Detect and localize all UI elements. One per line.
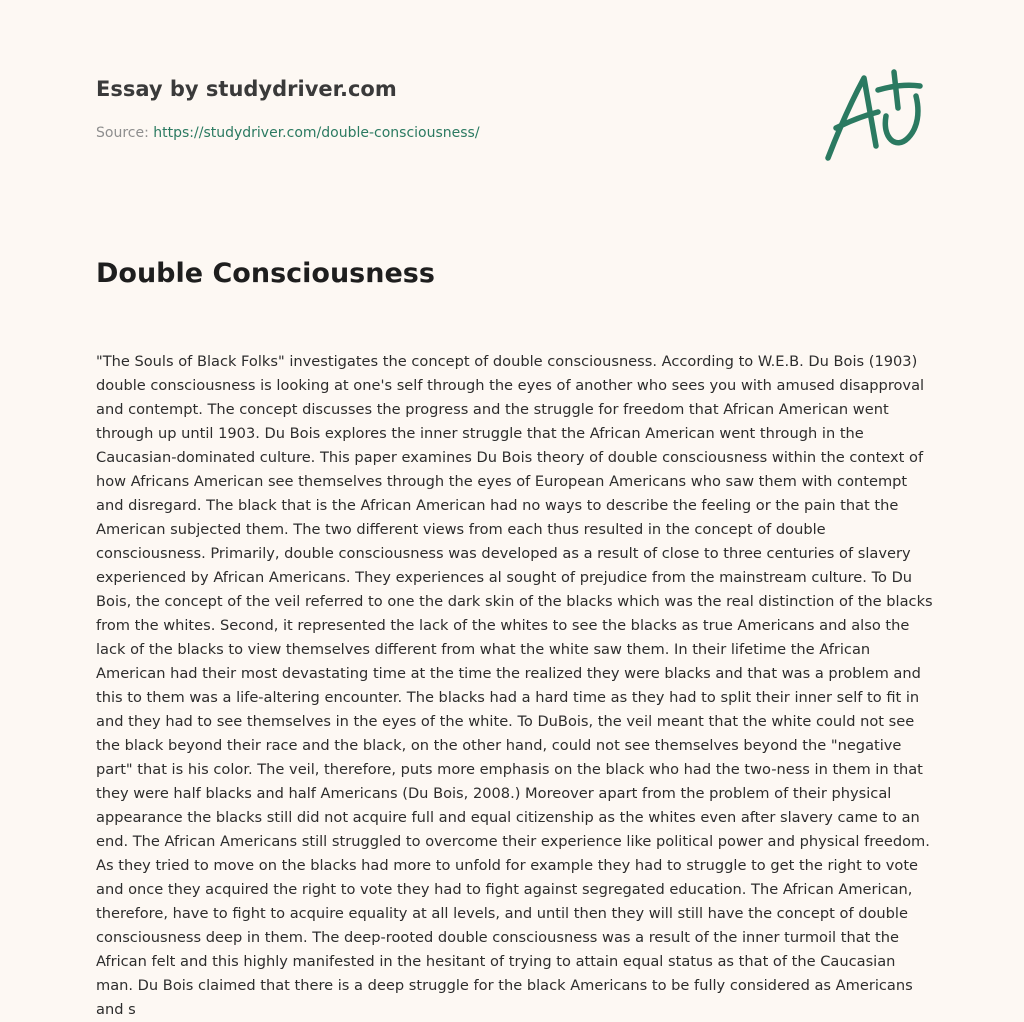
source-link[interactable]: https://studydriver.com/double-consciousness/ xyxy=(153,125,480,141)
page-header xyxy=(96,74,796,143)
plus-vertical xyxy=(894,72,898,108)
a-plus-grade-icon xyxy=(820,66,928,166)
source-label: Source: xyxy=(96,125,149,141)
essay-body: "The Souls of Black Folks" investigates the concept of double consciousness. According to W.E.B. Du Bois (1903) double consciousness is looking at one's self through the eyes of another who sees you with amused disapproval and contempt. The concept discusses the progress and the struggle for freedom that African American went through up until 1903. Du Bois explores the inner struggle that the African American went through in the Caucasian-dominated culture. This paper examines Du Bois theory of double consciousness within the context of how Africans American see themselves through the eyes of European Americans who saw them with contempt and disregard. The black that is the African American had no ways to describe the feeling or the pain that the American subjected them. The two different views from each thus resulted in the concept of double consciousness. Primarily, double consciousness was developed as a result of close to three centuries of slavery experienced by African Americans. They experiences al sought of prejudice from the mainstream culture. To Du Bois, the concept of the veil referred to one the dark skin of the blacks which was the real distinction of the blacks from the whites. Second, it represented the lack of the whites to see the blacks as true Americans and also the lack of the blacks to view themselves different from what the white saw them. In their lifetime the African American had their most devastating time at the time the realized they were blacks and that was a problem and this to them was a life-altering encounter. The blacks had a hard time as they had to split their inner self to fit in and they had to see themselves in the eyes of the white. To DuBois, the veil meant that the white could not see the black beyond their race and the black, on the other hand, could not see themselves beyond the "negative part" that is his color. The veil, therefore, puts more emphasis on the black who had the two-ness in them in that they were half blacks and half Americans (Du Bois, 2008.) Moreover apart from the problem of their physical appearance the blacks still did not acquire full and equal citizenship as the whites even after slavery came to an end. The African Americans still struggled to overcome their experience like political power and physical freedom. As they tried to move on the blacks had more to unfold for example they had to struggle to get the right to vote and once they acquired the right to vote they had to fight against segregated education. The African American, therefore, have to fight to acquire equality at all levels, and until then they will still have the concept of double consciousness deep in them. The deep-rooted double consciousness was a result of the inner turmoil that the African felt and this highly manifested in the hesitant of trying to attain equal status as that of the Caucasian man. Du Bois claimed that there is a deep struggle for the black Americans to be fully considered as Americans and s xyxy=(96,353,933,1018)
source-line xyxy=(96,123,796,143)
essay-title: Double Consciousness xyxy=(96,258,435,289)
site-title: Essay by studydriver.com xyxy=(96,77,397,101)
plus-horizontal xyxy=(878,85,920,90)
plus-loop xyxy=(885,96,918,143)
a-plus-logo-svg xyxy=(820,66,928,166)
